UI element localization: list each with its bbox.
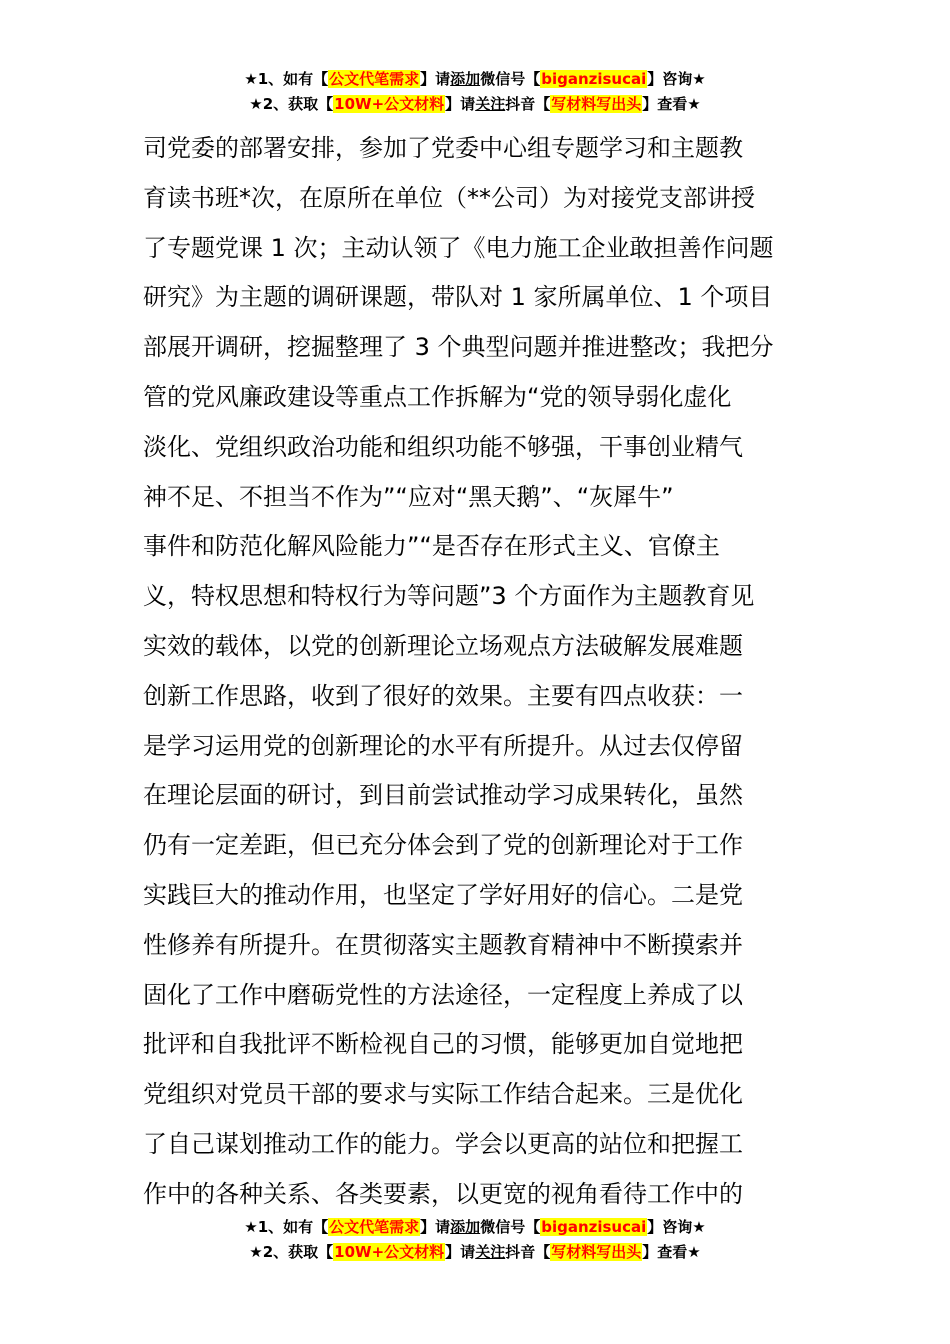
star-icon: ★	[687, 1243, 701, 1261]
body-line: 实效的载体，以党的创新理论立场观点方法破解发展难题	[143, 631, 743, 660]
footer-promo-banner	[0, 1215, 950, 1265]
promo-highlight-wechat: biganzisucai	[541, 70, 647, 88]
document-body	[143, 124, 813, 1220]
body-line: 育读书班*次，在原所在单位（**公司）为对接党支部讲授	[143, 183, 755, 212]
promo-text: 2、获取【	[262, 95, 334, 113]
star-icon: ★	[692, 1218, 706, 1236]
body-line: 司党委的部署安排，参加了党委中心组专题学习和主题教	[143, 134, 743, 162]
promo-text: 1、如有【	[257, 1218, 329, 1236]
body-line: 了自己谋划推动工作的能力。学会以更高的站位和把握工	[143, 1129, 743, 1158]
promo-text: 微信号【	[480, 70, 541, 88]
promo-line-2	[0, 92, 950, 117]
body-line: 党组织对党员干部的要求与实际工作结合起来。三是优化	[143, 1080, 743, 1109]
promo-text: 】咨询	[647, 70, 693, 88]
promo-text: 2、获取【	[262, 1243, 334, 1261]
promo-highlight-service: 公文代笔需求	[329, 1218, 420, 1236]
body-line: 了专题党课 1 次；主动认领了《电力施工企业敢担善作问题	[143, 233, 774, 262]
promo-highlight-service: 公文代笔需求	[329, 70, 420, 88]
promo-text: 】查看	[642, 95, 688, 113]
star-icon: ★	[249, 95, 263, 113]
star-icon: ★	[249, 1243, 263, 1261]
promo-emphasis: 添加	[450, 70, 481, 88]
body-line: 性修养有所提升。在贯彻落实主题教育精神中不断摸索并	[143, 930, 743, 959]
body-line: 部展开调研，挖掘整理了 3 个典型问题并推进整改；我把分	[143, 333, 774, 362]
star-icon: ★	[244, 1218, 258, 1236]
body-line: 批评和自我批评不断检视自己的习惯，能够更加自觉地把	[143, 1030, 743, 1059]
header-promo-banner	[0, 67, 950, 117]
body-line: 仍有一定差距，但已充分体会到了党的创新理论对于工作	[143, 831, 743, 860]
promo-text: 】请	[420, 70, 451, 88]
promo-highlight-douyin: 写材料写出头	[551, 95, 642, 113]
body-line: 作中的各种关系、各类要素，以更宽的视角看待工作中的	[143, 1179, 743, 1208]
body-line: 义，特权思想和特权行为等问题”3 个方面作为主题教育见	[143, 582, 755, 611]
promo-text: 】请	[445, 95, 476, 113]
body-line: 固化了工作中磨砺党性的方法途径，一定程度上养成了以	[143, 980, 743, 1009]
promo-text: 】查看	[642, 1243, 688, 1261]
star-icon: ★	[687, 95, 701, 113]
promo-highlight-douyin: 写材料写出头	[551, 1243, 642, 1261]
promo-emphasis: 关注	[475, 1243, 506, 1261]
promo-text: 】咨询	[647, 1218, 693, 1236]
promo-line-2	[0, 1240, 950, 1265]
body-line: 是学习运用党的创新理论的水平有所提升。从过去仅停留	[143, 731, 743, 760]
promo-text: 抖音【	[505, 95, 551, 113]
promo-line-1	[0, 67, 950, 92]
body-line: 神不足、不担当不作为”“应对“黑天鹅”、“灰犀牛”	[143, 482, 674, 511]
body-line: 事件和防范化解风险能力”“是否存在形式主义、官僚主	[143, 532, 720, 561]
promo-text: 】请	[420, 1218, 451, 1236]
promo-text: 】请	[445, 1243, 476, 1261]
promo-highlight-wechat: biganzisucai	[541, 1218, 647, 1236]
star-icon: ★	[244, 70, 258, 88]
promo-text: 抖音【	[505, 1243, 551, 1261]
body-line: 研究》为主题的调研课题，带队对 1 家所属单位、1 个项目	[143, 283, 773, 312]
promo-text: 微信号【	[480, 1218, 541, 1236]
promo-emphasis: 关注	[475, 95, 506, 113]
promo-highlight-materials: 10W+公文材料	[334, 1243, 445, 1261]
promo-line-1	[0, 1215, 950, 1240]
body-line: 淡化、党组织政治功能和组织功能不够强，干事创业精气	[143, 432, 743, 461]
star-icon: ★	[692, 70, 706, 88]
body-line: 创新工作思路，收到了很好的效果。主要有四点收获：一	[143, 681, 743, 710]
body-line: 管的党风廉政建设等重点工作拆解为“党的领导弱化虚化	[143, 382, 732, 411]
promo-text: 1、如有【	[257, 70, 329, 88]
promo-highlight-materials: 10W+公文材料	[334, 95, 445, 113]
body-line: 实践巨大的推动作用，也坚定了学好用好的信心。二是党	[143, 880, 743, 909]
body-line: 在理论层面的研讨，到目前尝试推动学习成果转化，虽然	[143, 781, 743, 810]
promo-emphasis: 添加	[450, 1218, 481, 1236]
